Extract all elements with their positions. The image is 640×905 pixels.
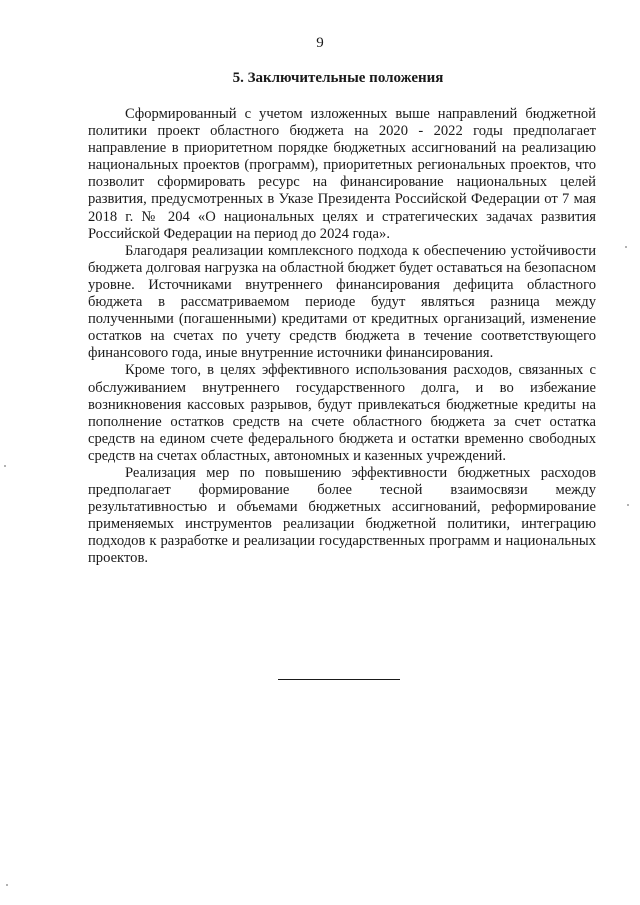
section-title: 5. Заключительные положения xyxy=(232,70,444,86)
scan-speck xyxy=(6,884,8,886)
closing-divider xyxy=(278,679,400,680)
paragraph-4: Реализация мер по повышению эффективности бюджетных расходов предполагает формирование более тесной взаимосвязи между результативностью и объемами бюджетных ассигнований, реформирование применяемых инструментов реализации бюджетной политики, интеграцию подходов к разработке и реализации государственных программ и национальных проектов. xyxy=(88,464,596,567)
scan-speck xyxy=(625,246,627,248)
paragraph-2: Благодаря реализации комплексного подхода к обеспечению устойчивости бюджета долговая нагрузка на областной бюджет будет оставаться на безопасном уровне. Источниками внутреннего финансирования дефицита областного бюджета в рассматриваемом периоде будут являться разница между полученными (погашенными) кредитами от кредитных организаций, изменение остатков на счетах по учету средств бюджета в течение соответствующего финансового года, иные внутренние источники финансирования. xyxy=(88,242,596,362)
scan-speck xyxy=(4,465,6,467)
paragraph-1: Сформированный с учетом изложенных выше направлений бюджетной политики проект областного бюджета на 2020 - 2022 годы предполагает направление в приоритетном порядке бюджетных ассигнований на реализацию национальных проектов (программ), приоритетных региональных проектов, что позволит сформировать ресурс на финансирование национальных целей развития, предусмотренных в Указе Президента Российской Федерации от 7 мая 2018 г. № 204 «О национальных целях и стратегических задачах развития Российской Федерации на период до 2024 года». xyxy=(88,106,596,242)
scan-speck xyxy=(627,504,629,506)
paragraph-3: Кроме того, в целях эффективного использования расходов, связанных с обслуживанием внутреннего государственного долга, и во избежание возникновения кассовых разрывов, будут привлекаться бюджетные кредиты на пополнение остатков средств на счете областного бюджета за счет остатка средств на едином счете федерального бюджета и остатки временно свободных средств на счетах областных, автономных и казенных учреждений. xyxy=(88,362,596,464)
page-number: 9 xyxy=(316,35,324,51)
body-text xyxy=(88,106,596,568)
